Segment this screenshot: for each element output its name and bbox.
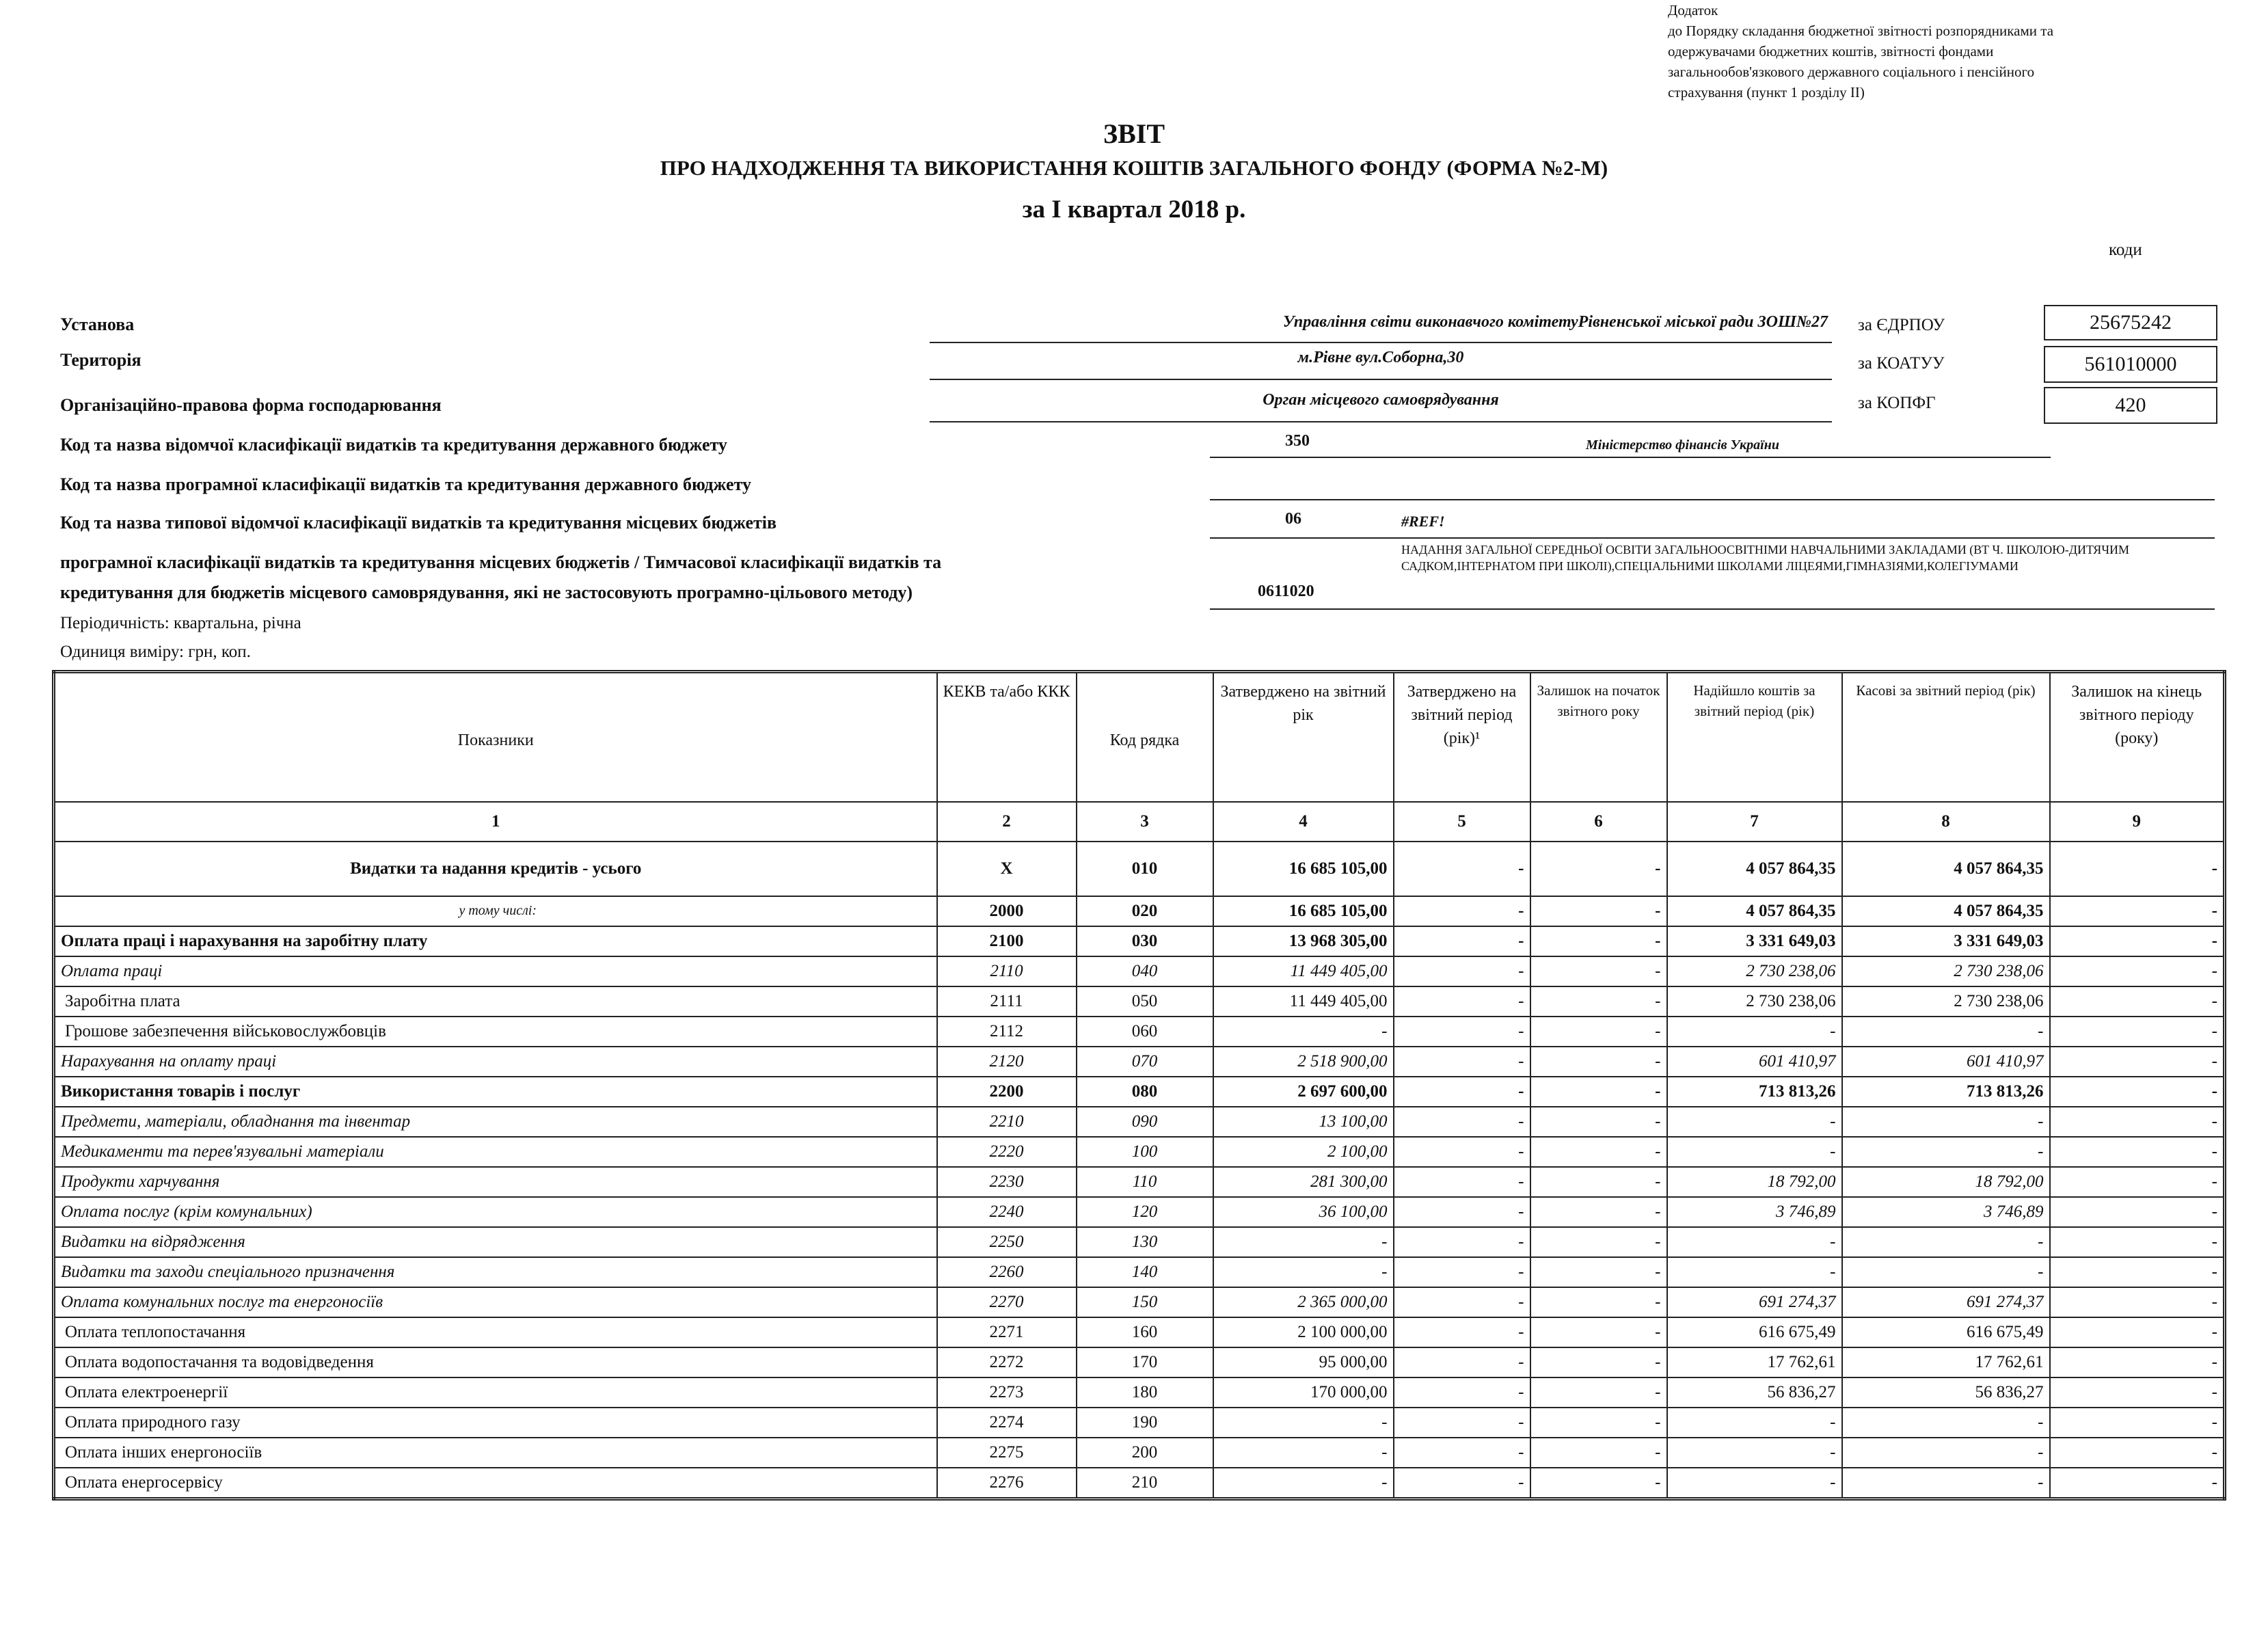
row-label: Медикаменти та перев'язувальні матеріали <box>54 1137 937 1167</box>
table-row <box>54 1438 2225 1468</box>
amount-cell: 36 100,00 <box>1213 1197 1394 1227</box>
table-row <box>54 1468 2225 1499</box>
amount-cell: 2 730 238,06 <box>1842 956 2050 986</box>
prohramnoi-underline <box>1210 499 2215 500</box>
row-label: Видатки та заходи спеціального призначення <box>54 1257 937 1287</box>
amount-cell: 13 968 305,00 <box>1213 926 1394 956</box>
table-row <box>54 1137 2225 1167</box>
amount-cell: 18 792,00 <box>1667 1167 1842 1197</box>
row-label: Видатки на відрядження <box>54 1227 937 1257</box>
row-code-cell: 150 <box>1077 1287 1213 1317</box>
row-label: Оплата праці <box>54 956 937 986</box>
amount-cell: - <box>1394 926 1530 956</box>
table-body <box>54 842 2225 1499</box>
appendix-note <box>1668 0 2228 103</box>
row-label: Нарахування на оплату праці <box>54 1047 937 1077</box>
amount-cell: - <box>1667 1017 1842 1047</box>
row-code-cell: 040 <box>1077 956 1213 986</box>
appendix-line: Додаток <box>1668 2 1718 18</box>
row-label: Продукти харчування <box>54 1167 937 1197</box>
row-code-cell: 160 <box>1077 1317 1213 1347</box>
amount-cell: 3 746,89 <box>1667 1197 1842 1227</box>
row-label: Предмети, матеріали, обладнання та інвентар <box>54 1107 937 1137</box>
terytoriia-label: Територія <box>60 350 141 370</box>
row-label: Оплата інших енергоносіїв <box>54 1438 937 1468</box>
report-title: ЗВІТ <box>1103 118 1165 149</box>
amount-cell: - <box>1394 1287 1530 1317</box>
tymch-code: 0611020 <box>1258 582 1314 600</box>
amount-cell: 4 057 864,35 <box>1667 896 1842 926</box>
amount-cell: - <box>1394 1408 1530 1438</box>
ustanova-value: Управління світи виконавчого комітетуРівненської міської ради ЗОШ№27 <box>930 313 1832 343</box>
amount-cell: - <box>1530 1257 1667 1287</box>
amount-cell: 2 730 238,06 <box>1667 956 1842 986</box>
typovoi-underline <box>1210 537 2215 539</box>
amount-cell: - <box>1394 1167 1530 1197</box>
amount-cell: 17 762,61 <box>1667 1347 1842 1377</box>
row-code-cell: 030 <box>1077 926 1213 956</box>
kekv-cell: 2111 <box>937 986 1077 1017</box>
kekv-cell: 2240 <box>937 1197 1077 1227</box>
amount-cell: 2 697 600,00 <box>1213 1077 1394 1107</box>
vidomchoi-label: Код та назва відомчої класифікації видатків та кредитування державного бюджету <box>60 435 727 455</box>
row-label: Заробітна плата <box>54 986 937 1017</box>
table-row <box>54 1317 2225 1347</box>
row-code-cell: 050 <box>1077 986 1213 1017</box>
kekv-cell: 2230 <box>937 1167 1077 1197</box>
report-table <box>52 670 2226 1501</box>
table-header-row <box>54 672 2225 802</box>
amount-cell: - <box>1530 1468 1667 1499</box>
row-code-cell: 210 <box>1077 1468 1213 1499</box>
row-label: Використання товарів і послуг <box>54 1077 937 1107</box>
koatuu-label: за КОАТУУ <box>1858 354 1945 373</box>
table-row <box>54 1047 2225 1077</box>
amount-cell: - <box>1530 842 1667 896</box>
kekv-cell: 2274 <box>937 1408 1077 1438</box>
amount-cell: - <box>1394 1227 1530 1257</box>
amount-cell: 2 100,00 <box>1213 1137 1394 1167</box>
typovoi-name: #REF! <box>1401 513 1445 530</box>
kekv-cell: 2100 <box>937 926 1077 956</box>
typovoi-code: 06 <box>1285 510 1301 528</box>
amount-cell: - <box>2050 1377 2225 1408</box>
edrpou-code: 25675242 <box>2044 305 2217 340</box>
table-row <box>54 1077 2225 1107</box>
amount-cell: - <box>2050 1107 2225 1137</box>
amount-cell: - <box>1530 1287 1667 1317</box>
amount-cell: 713 813,26 <box>1667 1077 1842 1107</box>
amount-cell: - <box>1394 1197 1530 1227</box>
amount-cell: - <box>1530 1107 1667 1137</box>
typovoi-label: Код та назва типової відомчої класифікації видатків та кредитування місцевих бюджетів <box>60 513 777 533</box>
row-code-cell: 140 <box>1077 1257 1213 1287</box>
koatuu-code: 561010000 <box>2044 346 2217 383</box>
row-code-cell: 190 <box>1077 1408 1213 1438</box>
amount-cell: - <box>1394 1438 1530 1468</box>
periodychnist: Періодичність: квартальна, річна <box>60 614 301 632</box>
kekv-cell: 2273 <box>937 1377 1077 1408</box>
col-header: Затверджено на звітний рік <box>1213 672 1394 802</box>
kekv-cell: 2270 <box>937 1287 1077 1317</box>
amount-cell: 691 274,37 <box>1842 1287 2050 1317</box>
amount-cell: - <box>1842 1468 2050 1499</box>
kopfg-code: 420 <box>2044 387 2217 424</box>
col-header: Показники <box>54 672 937 802</box>
amount-cell: - <box>2050 1438 2225 1468</box>
amount-cell: - <box>1530 986 1667 1017</box>
amount-cell: - <box>1394 956 1530 986</box>
amount-cell: - <box>2050 1227 2225 1257</box>
report-period: за I квартал 2018 р. <box>1022 196 1246 224</box>
row-label: у тому числі: <box>54 896 937 926</box>
row-code-cell: 060 <box>1077 1017 1213 1047</box>
amount-cell: - <box>1530 1377 1667 1408</box>
amount-cell: - <box>2050 842 2225 896</box>
table-row <box>54 1227 2225 1257</box>
amount-cell: - <box>2050 1287 2225 1317</box>
row-label: Оплата енергосервісу <box>54 1468 937 1499</box>
forma-label: Організаційно-правова форма господарювання <box>60 395 442 415</box>
col-header: Надійшло коштів за звітний період (рік) <box>1667 672 1842 802</box>
appendix-line: одержувачами бюджетних коштів, звітності фондами <box>1668 43 1994 59</box>
col-number: 1 <box>54 802 937 842</box>
terytoriia-value: м.Рівне вул.Соборна,30 <box>930 349 1832 380</box>
amount-cell: 16 685 105,00 <box>1213 896 1394 926</box>
odynytsia: Одиниця виміру: грн, коп. <box>60 643 251 661</box>
amount-cell: 170 000,00 <box>1213 1377 1394 1408</box>
vidomchoi-underline <box>1210 457 2051 458</box>
amount-cell: - <box>1842 1408 2050 1438</box>
amount-cell: - <box>1213 1257 1394 1287</box>
amount-cell: - <box>2050 1077 2225 1107</box>
row-code-cell: 120 <box>1077 1197 1213 1227</box>
amount-cell: 601 410,97 <box>1667 1047 1842 1077</box>
row-code-cell: 180 <box>1077 1377 1213 1408</box>
amount-cell: - <box>1394 1017 1530 1047</box>
amount-cell: - <box>1394 1347 1530 1377</box>
row-label: Грошове забезпечення військовослужбовців <box>54 1017 937 1047</box>
amount-cell: - <box>2050 1317 2225 1347</box>
tymch-name: НАДАННЯ ЗАГАЛЬНОЇ СЕРЕДНЬОЇ ОСВІТИ ЗАГАЛЬНООСВІТНІМИ НАВЧАЛЬНИМИ ЗАКЛАДАМИ (ВТ Ч. ШКОЛОЮ-ДИТЯЧИМ САДКОМ,ІНТЕРНАТОМ ПРИ ШКОЛІ),СПЕЦІАЛЬНИМИ ШКОЛАМИ ЛІЦЕЯМИ,ГІМНАЗІЯМИ,КОЛЕГІУМАМИ <box>1401 543 2130 573</box>
amount-cell: 2 730 238,06 <box>1667 986 1842 1017</box>
row-label: Оплата водопостачання та водовідведення <box>54 1347 937 1377</box>
amount-cell: - <box>1667 1107 1842 1137</box>
amount-cell: - <box>2050 956 2225 986</box>
amount-cell: - <box>1842 1017 2050 1047</box>
amount-cell: - <box>1667 1227 1842 1257</box>
col-header: Залишок на кінець звітного періоду (року) <box>2050 672 2225 802</box>
amount-cell: - <box>1530 1197 1667 1227</box>
amount-cell: - <box>1394 986 1530 1017</box>
row-code-cell: 170 <box>1077 1347 1213 1377</box>
amount-cell: - <box>1667 1257 1842 1287</box>
kekv-cell: 2250 <box>937 1227 1077 1257</box>
edrpou-label: за ЄДРПОУ <box>1858 316 1945 334</box>
amount-cell: - <box>1394 1137 1530 1167</box>
kekv-cell: 2220 <box>937 1137 1077 1167</box>
amount-cell: 616 675,49 <box>1667 1317 1842 1347</box>
row-label: Оплата природного газу <box>54 1408 937 1438</box>
amount-cell: 11 449 405,00 <box>1213 986 1394 1017</box>
row-code-cell: 110 <box>1077 1167 1213 1197</box>
col-number: 3 <box>1077 802 1213 842</box>
amount-cell: - <box>1394 1107 1530 1137</box>
amount-cell: 601 410,97 <box>1842 1047 2050 1077</box>
col-number: 4 <box>1213 802 1394 842</box>
report-subtitle: ПРО НАДХОДЖЕННЯ ТА ВИКОРИСТАННЯ КОШТІВ ЗАГАЛЬНОГО ФОНДУ (ФОРМА №2-М) <box>660 156 1608 180</box>
table-row <box>54 986 2225 1017</box>
amount-cell: - <box>2050 896 2225 926</box>
amount-cell: - <box>1394 1047 1530 1077</box>
amount-cell: 713 813,26 <box>1842 1077 2050 1107</box>
amount-cell: - <box>1394 842 1530 896</box>
kekv-cell: 2272 <box>937 1347 1077 1377</box>
amount-cell: - <box>1213 1468 1394 1499</box>
amount-cell: - <box>1530 1077 1667 1107</box>
amount-cell: - <box>1394 1468 1530 1499</box>
kekv-cell: 2110 <box>937 956 1077 986</box>
table-row <box>54 956 2225 986</box>
table-row <box>54 1287 2225 1317</box>
table-row <box>54 1107 2225 1137</box>
kekv-cell: X <box>937 842 1077 896</box>
amount-cell: 4 057 864,35 <box>1842 896 2050 926</box>
amount-cell: - <box>2050 1468 2225 1499</box>
amount-cell: 2 100 000,00 <box>1213 1317 1394 1347</box>
amount-cell: 17 762,61 <box>1842 1347 2050 1377</box>
col-header: Затверджено на звітний період (рік)¹ <box>1394 672 1530 802</box>
amount-cell: - <box>1394 1317 1530 1347</box>
col-header: Касові за звітний період (рік) <box>1842 672 2050 802</box>
amount-cell: - <box>2050 1137 2225 1167</box>
amount-cell: - <box>1667 1468 1842 1499</box>
amount-cell: 95 000,00 <box>1213 1347 1394 1377</box>
amount-cell: - <box>2050 1347 2225 1377</box>
amount-cell: - <box>1530 896 1667 926</box>
row-label: Оплата праці і нарахування на заробітну плату <box>54 926 937 956</box>
amount-cell: 691 274,37 <box>1667 1287 1842 1317</box>
kekv-cell: 2271 <box>937 1317 1077 1347</box>
amount-cell: 2 365 000,00 <box>1213 1287 1394 1317</box>
tymch-underline <box>1210 608 2215 610</box>
amount-cell: - <box>1667 1438 1842 1468</box>
amount-cell: - <box>1530 1408 1667 1438</box>
amount-cell: 18 792,00 <box>1842 1167 2050 1197</box>
table-row <box>54 926 2225 956</box>
table-row <box>54 1257 2225 1287</box>
table-row <box>54 1197 2225 1227</box>
amount-cell: 56 836,27 <box>1667 1377 1842 1408</box>
amount-cell: - <box>1530 1137 1667 1167</box>
kopfg-label: за КОПФГ <box>1858 394 1936 412</box>
kekv-cell: 2000 <box>937 896 1077 926</box>
kekv-cell: 2112 <box>937 1017 1077 1047</box>
amount-cell: - <box>1394 1077 1530 1107</box>
amount-cell: - <box>1842 1227 2050 1257</box>
col-number: 6 <box>1530 802 1667 842</box>
tymch-label-line1: програмної класифікації видатків та кредитування місцевих бюджетів / Тимчасової класифікації видатків та <box>60 552 942 572</box>
amount-cell: 3 746,89 <box>1842 1197 2050 1227</box>
codes-label: коди <box>2109 241 2142 259</box>
amount-cell: - <box>1530 1347 1667 1377</box>
amount-cell: - <box>1667 1408 1842 1438</box>
column-number-row <box>54 802 2225 842</box>
amount-cell: - <box>1394 1377 1530 1408</box>
amount-cell: 13 100,00 <box>1213 1107 1394 1137</box>
row-label: Оплата теплопостачання <box>54 1317 937 1347</box>
amount-cell: - <box>1213 1227 1394 1257</box>
vidomchoi-code: 350 <box>1285 432 1310 450</box>
amount-cell: - <box>1530 1167 1667 1197</box>
row-code-cell: 080 <box>1077 1077 1213 1107</box>
amount-cell: - <box>2050 1047 2225 1077</box>
appendix-line: страхування (пункт 1 розділу II) <box>1668 84 1865 100</box>
amount-cell: - <box>2050 1197 2225 1227</box>
amount-cell: - <box>1530 1317 1667 1347</box>
col-header: Код рядка <box>1077 672 1213 802</box>
table-row <box>54 1017 2225 1047</box>
amount-cell: - <box>1530 1047 1667 1077</box>
amount-cell: - <box>2050 1167 2225 1197</box>
amount-cell: - <box>2050 1257 2225 1287</box>
amount-cell: - <box>1530 1227 1667 1257</box>
row-label: Оплата електроенергії <box>54 1377 937 1408</box>
amount-cell: - <box>1842 1107 2050 1137</box>
row-label: Видатки та надання кредитів - усього <box>54 842 937 896</box>
amount-cell: - <box>1842 1257 2050 1287</box>
amount-cell: - <box>1530 1438 1667 1468</box>
table-row <box>54 1377 2225 1408</box>
amount-cell: - <box>1213 1408 1394 1438</box>
tymch-label-line2: кредитування для бюджетів місцевого самоврядування, які не застосовують програмно-цільового методу) <box>60 582 913 602</box>
amount-cell: - <box>1530 1017 1667 1047</box>
amount-cell: - <box>1394 1257 1530 1287</box>
amount-cell: - <box>1394 896 1530 926</box>
row-code-cell: 200 <box>1077 1438 1213 1468</box>
kekv-cell: 2260 <box>937 1257 1077 1287</box>
amount-cell: 16 685 105,00 <box>1213 842 1394 896</box>
appendix-line: до Порядку складання бюджетної звітності розпорядниками та <box>1668 23 2054 39</box>
table-row <box>54 842 2225 896</box>
row-code-cell: 070 <box>1077 1047 1213 1077</box>
amount-cell: 281 300,00 <box>1213 1167 1394 1197</box>
amount-cell: 3 331 649,03 <box>1667 926 1842 956</box>
amount-cell: 4 057 864,35 <box>1842 842 2050 896</box>
amount-cell: 2 518 900,00 <box>1213 1047 1394 1077</box>
amount-cell: - <box>1530 926 1667 956</box>
amount-cell: 2 730 238,06 <box>1842 986 2050 1017</box>
col-header: КЕКВ та/або ККК <box>937 672 1077 802</box>
appendix-line: загальнообов'язкового державного соціального і пенсійного <box>1668 64 2035 80</box>
table-row <box>54 1347 2225 1377</box>
table-row <box>54 1167 2225 1197</box>
amount-cell: - <box>1213 1017 1394 1047</box>
amount-cell: - <box>2050 986 2225 1017</box>
row-code-cell: 130 <box>1077 1227 1213 1257</box>
prohramnoi-label: Код та назва програмної класифікації видатків та кредитування державного бюджету <box>60 474 752 494</box>
amount-cell: 4 057 864,35 <box>1667 842 1842 896</box>
table-row <box>54 1408 2225 1438</box>
kekv-cell: 2200 <box>937 1077 1077 1107</box>
kekv-cell: 2275 <box>937 1438 1077 1468</box>
amount-cell: - <box>1842 1438 2050 1468</box>
amount-cell: 616 675,49 <box>1842 1317 2050 1347</box>
kekv-cell: 2120 <box>937 1047 1077 1077</box>
row-label: Оплата послуг (крім комунальних) <box>54 1197 937 1227</box>
row-label: Оплата комунальних послуг та енергоносіїв <box>54 1287 937 1317</box>
amount-cell: - <box>2050 1017 2225 1047</box>
forma-value: Орган місцевого самоврядування <box>930 391 1832 422</box>
ustanova-label: Установа <box>60 314 135 334</box>
col-number: 8 <box>1842 802 2050 842</box>
amount-cell: - <box>2050 1408 2225 1438</box>
col-number: 5 <box>1394 802 1530 842</box>
col-number: 7 <box>1667 802 1842 842</box>
amount-cell: - <box>1842 1137 2050 1167</box>
row-code-cell: 020 <box>1077 896 1213 926</box>
amount-cell: - <box>2050 926 2225 956</box>
col-number: 9 <box>2050 802 2225 842</box>
amount-cell: - <box>1213 1438 1394 1468</box>
amount-cell: - <box>1530 956 1667 986</box>
table-row <box>54 896 2225 926</box>
kekv-cell: 2210 <box>937 1107 1077 1137</box>
row-code-cell: 100 <box>1077 1137 1213 1167</box>
amount-cell: 11 449 405,00 <box>1213 956 1394 986</box>
kekv-cell: 2276 <box>937 1468 1077 1499</box>
vidomchoi-name: Міністерство фінансів України <box>1586 438 1779 453</box>
row-code-cell: 010 <box>1077 842 1213 896</box>
col-number: 2 <box>937 802 1077 842</box>
amount-cell: 3 331 649,03 <box>1842 926 2050 956</box>
col-header: Залишок на початок звітного року <box>1530 672 1667 802</box>
row-code-cell: 090 <box>1077 1107 1213 1137</box>
amount-cell: - <box>1667 1137 1842 1167</box>
amount-cell: 56 836,27 <box>1842 1377 2050 1408</box>
